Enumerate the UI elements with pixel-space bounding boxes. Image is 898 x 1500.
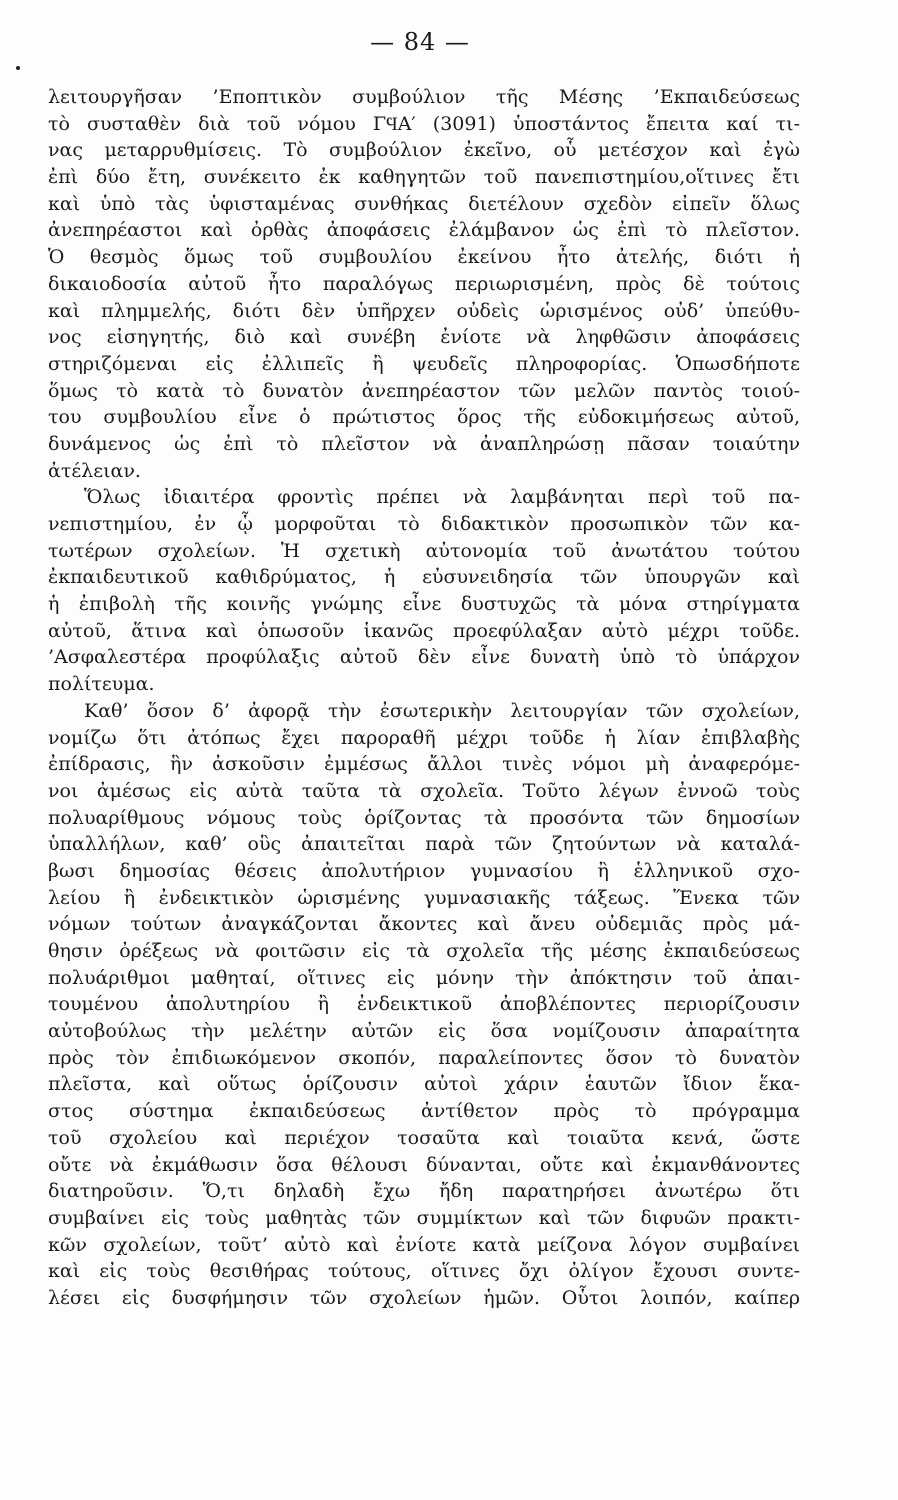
text-line: καὶ εἰς τοὺς θεσιθήρας τούτους, οἵτινες ὄχι ὀλίγον ἔχουσι συντε- (48, 1260, 800, 1283)
text-line: πολίτευμα. (48, 673, 155, 696)
text-line: ἐκπαιδευτικοῦ καθιδρύματος, ἡ εὐσυνειδησία τῶν ὑπουργῶν καὶ (48, 566, 800, 589)
text-line: λείου ἢ ἐνδεικτικὸν ὡρισμένης γυμνασιακῆς τάξεως. Ἕνεκα τῶν (48, 886, 800, 909)
text-line: νόμων τούτων ἀναγκάζονται ἄκοντες καὶ ἄνευ οὐδεμιᾶς πρὸς μά- (48, 913, 800, 936)
scan-speck (16, 66, 20, 70)
text-line: νομίζω ὅτι ἀτόπως ἔχει παροραθῆ μέχρι τοῦδε ἡ λίαν ἐπιβλαβὴς (48, 726, 800, 749)
text-line: λέσει εἰς δυσφήμησιν τῶν σχολείων ἡμῶν. Οὗτοι λοιπόν, καίπερ (48, 1286, 800, 1309)
text-line: νας μεταρρυθμίσεις. Τὸ συμβούλιον ἐκεῖνο, οὗ μετέσχον καὶ ἐγὼ (48, 139, 800, 162)
text-line: βωσι δημοσίας θέσεις ἀπολυτήριον γυμνασίου ἢ ἑλληνικοῦ σχο- (48, 859, 800, 882)
text-line: νεπιστημίου, ἐν ᾧ μορφοῦται τὸ διδακτικὸν προσωπικὸν τῶν κα- (48, 513, 800, 535)
text-line: διατηροῦσιν. Ὅ,τι δηλαδὴ ἔχω ἤδη παρατηρήσει ἀνωτέρω ὅτι (48, 1180, 800, 1203)
text-line: τουμένου ἀπολυτηρίου ἢ ἐνδεικτικοῦ ἀποβλέποντες περιορίζουσιν (48, 993, 800, 1016)
text-line: θησιν ὀρέξεως νὰ φοιτῶσιν εἰς τὰ σχολεῖα τῆς μέσης ἐκπαιδεύσεως (48, 940, 800, 962)
text-line: ἐπὶ δύο ἔτη, συνέκειτο ἐκ καθηγητῶν τοῦ πανεπιστημίου,οἵτινες ἔτι (48, 166, 800, 189)
text-line: πολυάριθμοι μαθηταί, οἵτινες εἰς μόνην τὴν ἀπόκτησιν τοῦ ἀπαι- (48, 966, 800, 989)
text-line: Ὁ θεσμὸς ὅμως τοῦ συμβουλίου ἐκείνου ἦτο ἀτελής, διότι ἡ (48, 246, 800, 269)
text-line: καὶ ὑπὸ τὰς ὑφισταμένας συνθήκας διετέλουν σχεδὸν εἰπεῖν ὅλως (48, 192, 800, 215)
body-text (48, 84, 800, 1312)
text-line: στηριζόμεναι εἰς ἐλλιπεῖς ἢ ψευδεῖς πληροφορίας. Ὁπωσδήποτε (48, 352, 800, 375)
text-line: κῶν σχολείων, τοῦτ’ αὐτὸ καὶ ἐνίοτε κατὰ μείζονα λόγον συμβαίνει (48, 1233, 800, 1256)
text-line: αὐτοῦ, ἅτινα καὶ ὁπωσοῦν ἱκανῶς προεφύλαξαν αὐτὸ μέχρι τοῦδε. (48, 619, 800, 642)
text-line: ἐπίδρασις, ἣν ἀσκοῦσιν ἐμμέσως ἄλλοι τινὲς νόμοι μὴ ἀναφερόμε- (48, 753, 800, 776)
text-line: πλεῖστα, καὶ οὕτως ὁρίζουσιν αὐτοὶ χάριν ἑαυτῶν ἴδιον ἕκα- (48, 1073, 800, 1096)
text-line: του συμβουλίου εἶνε ὁ πρώτιστος ὅρος τῆς εὐδοκιμήσεως αὐτοῦ, (48, 406, 800, 429)
text-line: ἀνεπηρέαστοι καὶ ὀρθὰς ἀποφάσεις ἐλάμβανον ὡς ἐπὶ τὸ πλεῖστον. (48, 219, 800, 242)
text-line: τοῦ σχολείου καὶ περιέχον τοσαῦτα καὶ τοιαῦτα κενά, ὥστε (48, 1126, 800, 1149)
text-line: τὸ συσταθὲν διὰ τοῦ νόμου ΓϤΑ′ (3091) ὑποστάντος ἔπειτα καί τι- (48, 112, 800, 135)
text-line: δικαιοδοσία αὐτοῦ ἦτο παραλόγως περιωρισμένη, πρὸς δὲ τούτοις (48, 272, 800, 295)
text-line: λειτουργῆσαν ’Εποπτικὸν συμβούλιον τῆς Μέσης ’Εκπαιδεύσεως (48, 86, 800, 108)
text-line: τωτέρων σχολείων. Ἡ σχετικὴ αὐτονομία τοῦ ἀνωτάτου τούτου (48, 539, 800, 562)
text-line: οὔτε νὰ ἐκμάθωσιν ὅσα θέλουσι δύνανται, οὔτε καὶ ἐκμανθάνοντες (48, 1153, 800, 1176)
text-line: νοι ἀμέσως εἰς αὐτὰ ταῦτα τὰ σχολεῖα. Τοῦτο λέγων ἐννοῶ τοὺς (48, 779, 800, 802)
text-line: ἀτέλειαν. (48, 459, 141, 482)
text-line: Ὅλως ἰδιαιτέρα φροντὶς πρέπει νὰ λαμβάνηται περὶ τοῦ πα- (84, 486, 800, 509)
text-line: αὐτοβούλως τὴν μελέτην αὐτῶν εἰς ὅσα νομίζουσιν ἀπαραίτητα (48, 1020, 800, 1043)
text-line: πολυαρίθμους νόμους τοὺς ὁρίζοντας τὰ προσόντα τῶν δημοσίων (48, 806, 800, 829)
text-line: ὅμως τὸ κατὰ τὸ δυνατὸν ἀνεπηρέαστον τῶν μελῶν παντὸς τοιού- (48, 379, 800, 402)
text-line: στος σύστημα ἐκπαιδεύσεως ἀντίθετον πρὸς τὸ πρόγραμμα (48, 1100, 800, 1123)
page-number: — 84 — (370, 28, 470, 56)
text-line: Καθ’ ὅσον δ’ ἀφορᾷ τὴν ἐσωτερικὴν λειτουργίαν τῶν σχολείων, (84, 699, 800, 722)
text-line: ’Ασφαλεστέρα προφύλαξις αὐτοῦ δὲν εἶνε δυνατὴ ὑπὸ τὸ ὑπάρχον (48, 646, 800, 669)
text-line: καὶ πλημμελής, διότι δὲν ὑπῆρχεν οὐδεὶς ὡρισμένος οὐδ’ ὑπεύθυ- (48, 299, 800, 322)
text-line: ὑπαλλήλων, καθ’ οὓς ἀπαιτεῖται παρὰ τῶν ζητούντων νὰ καταλά- (48, 833, 800, 856)
text-line: πρὸς τὸν ἐπιδιωκόμενον σκοπόν, παραλείποντες ὅσον τὸ δυνατὸν (48, 1046, 800, 1069)
text-line: ἡ ἐπιβολὴ τῆς κοινῆς γνώμης εἶνε δυστυχῶς τὰ μόνα στηρίγματα (48, 593, 800, 616)
text-line: συμβαίνει εἰς τοὺς μαθητὰς τῶν συμμίκτων καὶ τῶν διφυῶν πρακτι- (48, 1206, 800, 1229)
text-line: νος εἰσηγητής, διὸ καὶ συνέβη ἐνίοτε νὰ ληφθῶσιν ἀποφάσεις (48, 326, 800, 349)
text-line: δυνάμενος ὡς ἐπὶ τὸ πλεῖστον νὰ ἀναπληρώσῃ πᾶσαν τοιαύτην (48, 432, 800, 455)
